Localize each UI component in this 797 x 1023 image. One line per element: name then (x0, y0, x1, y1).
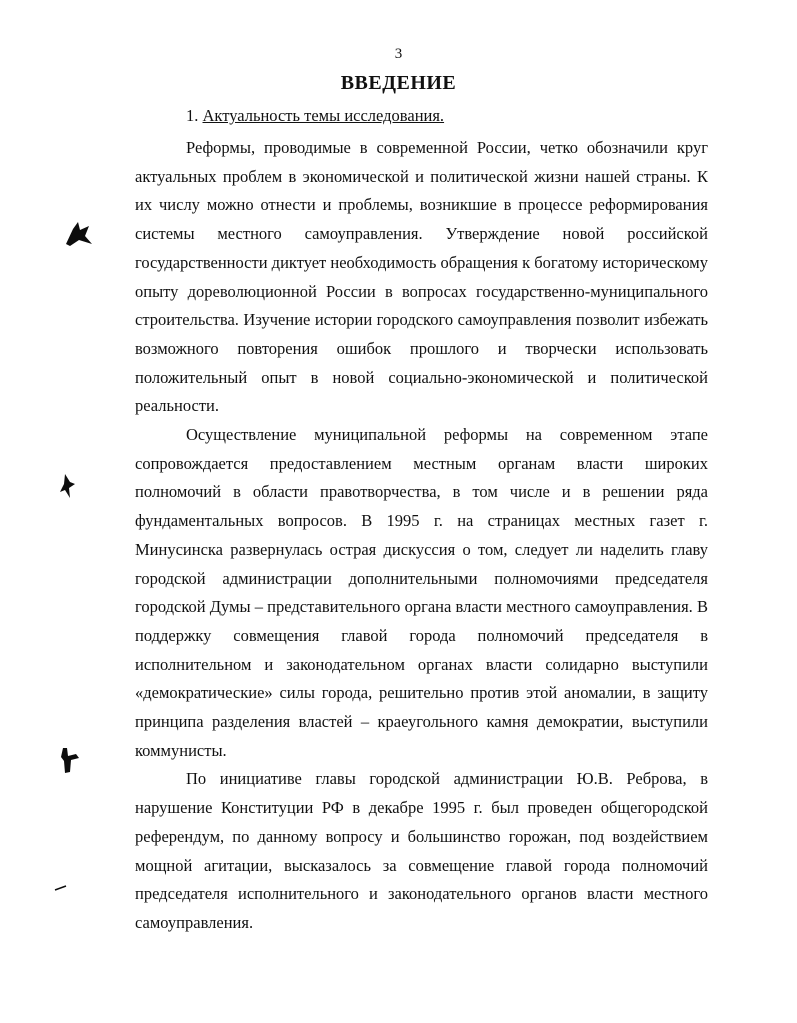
scan-artifact-mark (58, 472, 78, 500)
paragraph: Осуществление муниципальной реформы на современном этапе сопровождается предоставлением местным органам власти широких полномочий в области правотворчества, в том числе и в решении ряда фундаментальных вопросов. В 1995 г. на страницах местных газет г. Минусинска развернулась острая дискуссия о том, следует ли наделить главу городской администрации дополнительными полномочиями председателя городской Думы – представительного органа власти местного самоуправления. В поддержку совмещения главой города полномочий председателя в исполнительном и законодательном органах власти солидарно выступили «демократические» силы города, решительно против этой аномалии, в защиту принципа разделения властей – краеугольного камня демократии, выступили коммунисты. (135, 425, 708, 760)
section-number: 1. (186, 106, 199, 125)
page-number: 3 (394, 46, 403, 62)
scan-artifact-mark (64, 220, 94, 248)
section-title: Актуальность темы исследования. (202, 106, 445, 125)
section-heading (186, 106, 444, 126)
paragraph: Реформы, проводимые в современной России, четко обозначили круг актуальных проблем в экономической и политической жизни нашей страны. К их числу можно отнести и проблемы, возникшие в процессе реформирования системы местного самоуправления. Утверждение новой российской государственности диктует необходимость обращения к богатому историческому опыту дореволюционной России в вопросах государственно-муниципального строительства. Изучение истории городского самоуправления позволит избежать возможного повторения ошибок прошлого и творчески использовать положительный опыт в новой социально-экономической и политической реальности. (135, 138, 708, 416)
scan-artifact-mark (58, 746, 82, 774)
scan-artifact-dash (54, 884, 68, 892)
paragraph: По инициативе главы городской администрации Ю.В. Реброва, в нарушение Конституции РФ в декабре 1995 г. был проведен общегородской референдум, по данному вопросу и большинство горожан, под воздействием мощной агитации, высказалось за совмещение главой города полномочий председателя исполнительного и законодательного органов власти местного самоуправления. (135, 769, 708, 932)
body-text (135, 134, 708, 938)
page-title: ВВЕДЕНИЕ (340, 72, 457, 94)
